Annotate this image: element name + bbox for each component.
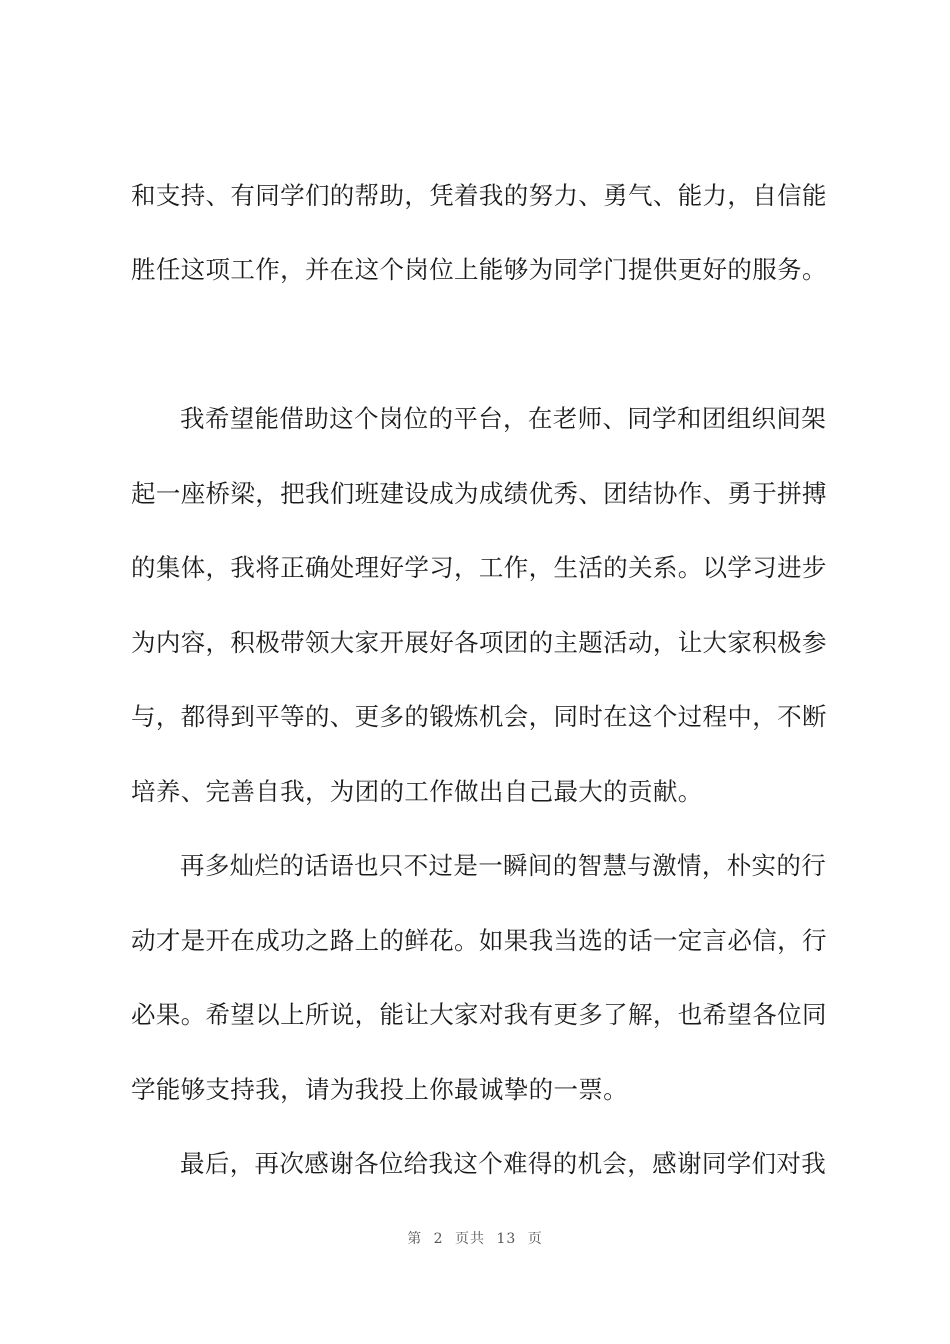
- page-number-footer: 第 2 页共 13 页: [407, 1231, 543, 1247]
- paragraph-line: 和支持、有同学们的帮助，凭着我的努力、勇气、能力，自信能: [131, 181, 827, 210]
- paragraph-line: 与，都得到平等的、更多的锻炼机会，同时在这个过程中，不断: [131, 702, 827, 731]
- paragraph-line: 我希望能借助这个岗位的平台，在老师、同学和团组织间架: [180, 404, 827, 433]
- paragraph-line: 的集体，我将正确处理好学习，工作，生活的关系。以学习进步: [131, 553, 827, 582]
- paragraph-line: 起一座桥梁，把我们班建设成为成绩优秀、团结协作、勇于拼搏: [131, 479, 827, 508]
- paragraph-line: 学能够支持我，请为我投上你最诚挚的一票。: [131, 1075, 628, 1104]
- paragraph-line: 再多灿烂的话语也只不过是一瞬间的智慧与激情，朴实的行: [180, 851, 827, 880]
- paragraph-line: 为内容，积极带领大家开展好各项团的主题活动，让大家积极参: [131, 628, 827, 657]
- paragraph-line: 胜任这项工作，并在这个岗位上能够为同学门提供更好的服务。: [131, 255, 827, 284]
- paragraph-line: 必果。希望以上所说，能让大家对我有更多了解，也希望各位同: [131, 1000, 827, 1029]
- paragraph-line: 最后，再次感谢各位给我这个难得的机会，感谢同学们对我: [180, 1149, 827, 1178]
- paragraph-line: 动才是开在成功之路上的鲜花。如果我当选的话一定言必信，行: [131, 926, 827, 955]
- paragraph-line: 培养、完善自我，为团的工作做出自己最大的贡献。: [131, 777, 703, 806]
